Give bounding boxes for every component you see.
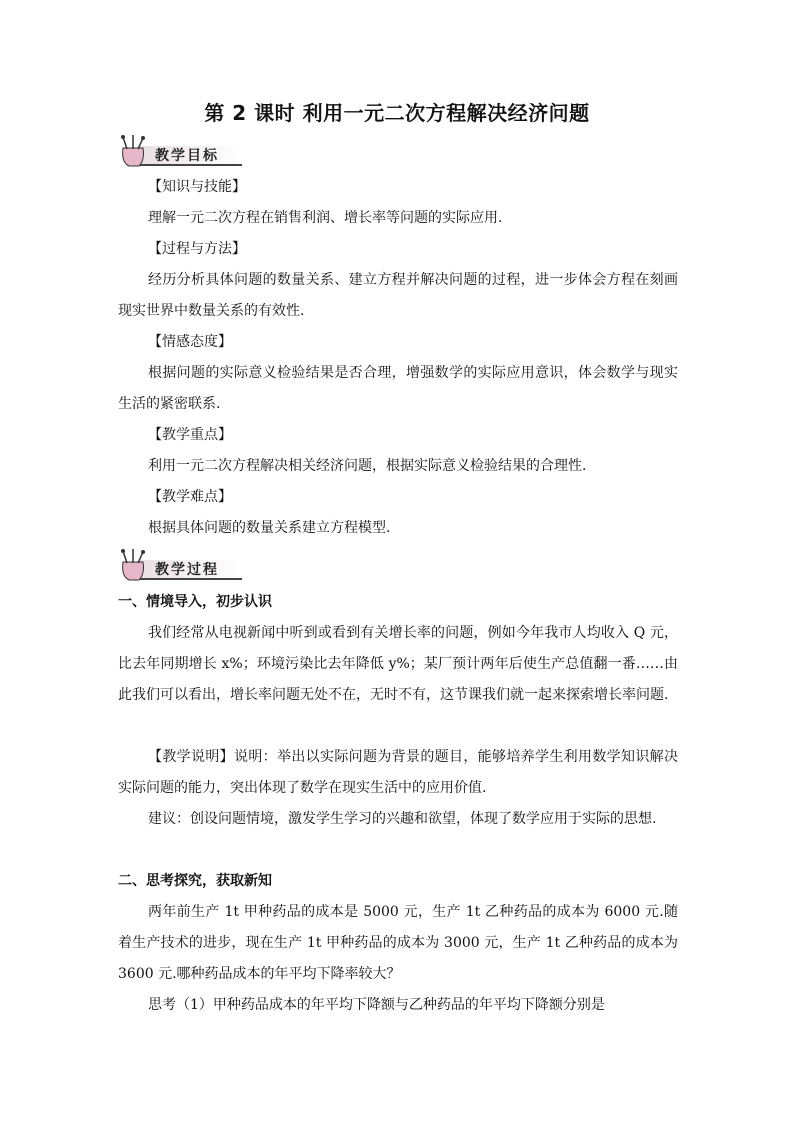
banner-label: 教学目标 [155,148,219,164]
part2-text: 两年前生产 1t 甲种药品的成本是 5000 元，生产 1t 乙种药品的成本为 6000 元.随着生产技术的进步，现在生产 1t 甲种药品的成本为 3000 元，生产 1t 乙种药品的成本为 3600 元.哪种药品成本的年平均下降率较大？ [118,904,678,982]
part1-text: 我们经常从电视新闻中听到或看到有关增长率的问题，例如今年我市人均收入 Q 元，比去年同期增长 x%；环境污染比去年降低 y%；某厂预计两年后使生产总值翻一番……由此我们可以看出，增长率问题无处不在，无时不有，这节课我们就一起来探索增长率问题. [118,625,678,703]
difficulty-label: 【教学难点】 [148,489,232,505]
pen-holder-icon [117,134,157,170]
emotion-text: 根据问题的实际意义检验结果是否合理，增强数学的实际应用意识，体会数学与现实生活的紧密联系. [118,365,678,412]
part2-heading: 二、思考探究，获取新知 [118,873,272,889]
key-label: 【教学重点】 [148,427,232,443]
key-text: 利用一元二次方程解决相关经济问题，根据实际意义检验结果的合理性. [148,458,587,474]
suggestion-text: 建议：创设问题情境，激发学生学习的兴趣和欲望，体现了数学应用于实际的思想. [148,811,657,827]
process-text: 经历分析具体问题的数量关系、建立方程并解决问题的过程，进一步体会方程在刻画现实世界中数量关系的有效性. [118,272,678,319]
knowledge-label: 【知识与技能】 [148,179,246,195]
section-banner-process [117,548,242,584]
process-label: 【过程与方法】 [148,241,246,257]
page-title: 第 2 课时 利用一元二次方程解决经济问题 [204,101,590,125]
emotion-label: 【情感态度】 [148,334,232,350]
section-banner-objectives [117,134,242,170]
knowledge-text: 理解一元二次方程在销售利润、增长率等问题的实际应用. [148,210,503,226]
think-text: 思考（1）甲种药品成本的年平均下降额与乙种药品的年平均下降额分别是 [148,997,605,1013]
difficulty-text: 根据具体问题的数量关系建立方程模型. [148,520,391,536]
banner-label: 教学过程 [155,562,219,578]
teaching-note: 【教学说明】说明：举出以实际问题为背景的题目，能够培养学生利用数学知识解决实际问题的能力，突出体现了数学在现实生活中的应用价值. [118,749,678,796]
pen-holder-icon [117,548,157,584]
part1-heading: 一、情境导入，初步认识 [118,594,272,610]
